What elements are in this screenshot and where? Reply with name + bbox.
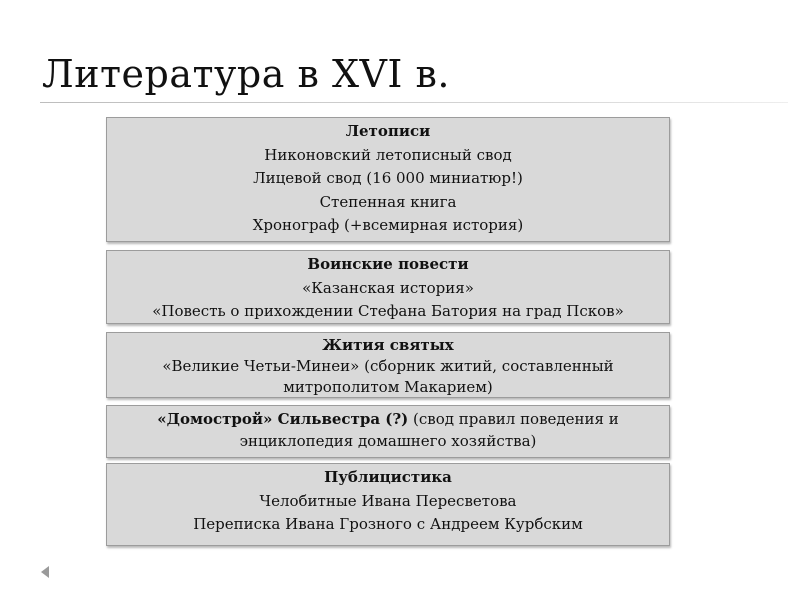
- publicism-item: Челобитные Ивана Пересветова: [259, 491, 517, 510]
- chronicles-item: Хронограф (+всемирная история): [252, 216, 524, 234]
- title-divider: [40, 102, 788, 103]
- lives-of-saints-text: «Великие Четьи-Минеи» (сборник житий, составленный митрополитом Макарием): [162, 357, 614, 396]
- military-tales-heading: Воинские повести: [307, 255, 469, 273]
- publicism-box: [106, 463, 670, 546]
- slide-title: Литература в XVI в.: [42, 52, 450, 96]
- domostroy-box: [106, 405, 670, 458]
- military-tales-item: «Повесть о прихождении Стефана Батория на град Псков»: [152, 302, 624, 320]
- chronicles-item: Никоновский летописный свод: [264, 145, 512, 164]
- lives-of-saints-box: [106, 332, 670, 398]
- publicism-item: Переписка Ивана Грозного с Андреем Курбским: [193, 515, 583, 533]
- military-tales-item: «Казанская история»: [302, 278, 474, 297]
- military-tales-box: [106, 250, 670, 324]
- chronicles-item: Лицевой свод (16 000 миниатюр!): [253, 169, 523, 187]
- domostroy-heading: «Домострой» Сильвестра (?): [157, 410, 409, 428]
- domostroy-paragraph: [107, 408, 669, 452]
- publicism-heading: Публицистика: [324, 468, 452, 486]
- chronicles-item: Степенная книга: [319, 192, 457, 211]
- previous-slide-icon[interactable]: [41, 566, 49, 578]
- lives-of-saints-heading: Жития святых: [322, 336, 454, 354]
- chronicles-heading: Летописи: [345, 122, 431, 140]
- domostroy-text: (свод правил поведения и энциклопедия домашнего хозяйства): [239, 410, 619, 450]
- chronicles-box: [106, 117, 670, 242]
